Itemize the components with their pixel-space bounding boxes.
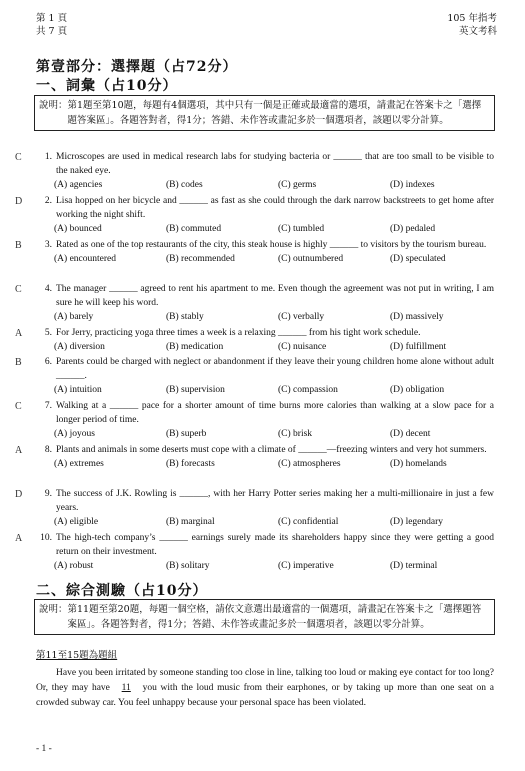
question-item xyxy=(36,194,494,236)
answer-option[interactable]: (B) solitary xyxy=(166,561,210,571)
question-number: 2. xyxy=(44,196,52,206)
section2-instructions xyxy=(34,599,495,635)
answer-option[interactable]: (B) codes xyxy=(166,180,203,190)
passage-part-a: Have you been irritated by someone standing too close in line, talking too loud or making eye contact for too long? Or, they may have xyxy=(36,668,494,693)
answer-option[interactable]: (D) fulfillment xyxy=(390,342,447,352)
question-stem: The high-tech company’s ______ earnings surely made its shareholders happy since they were getting a good return on their investment. xyxy=(56,533,494,557)
question-stem: The success of J.K. Rowling is ______, with her Harry Potter series making her a multi-millionaire in just a few years. xyxy=(56,489,494,513)
question-number: 1. xyxy=(44,152,52,162)
answer-option[interactable]: (C) confidential xyxy=(278,517,339,527)
group-heading: 第11至15題為題組 xyxy=(36,650,118,661)
answer-option[interactable]: (D) pedaled xyxy=(390,224,436,234)
question-stem: Walking at a ______ pace for a shorter amount of time burns more calories than walking at a slow pace for a longer period of time. xyxy=(56,401,494,425)
answer-option[interactable]: (D) massively xyxy=(390,312,444,322)
question-number: 7. xyxy=(44,401,52,411)
question-number: 6. xyxy=(44,357,52,367)
answer-option[interactable]: (D) terminal xyxy=(390,561,438,571)
question-number: 9. xyxy=(44,489,52,499)
answer-option[interactable]: (B) marginal xyxy=(166,517,215,527)
question-item xyxy=(36,355,494,397)
answer-option[interactable]: (A) joyous xyxy=(54,429,95,439)
handwritten-answer: D xyxy=(15,196,23,207)
passage-part-b: you with the loud music from their earphones, or by taking up more than one seat on a crowded subway car. You feel unhappy because your personal space has been violated. xyxy=(36,683,495,708)
section1-instructions xyxy=(34,95,495,131)
answer-option[interactable]: (D) decent xyxy=(390,429,431,439)
question-stem: For Jerry, practicing yoga three times a week is a relaxing ______ from his tight work schedule. xyxy=(56,328,421,338)
question-item xyxy=(36,326,494,354)
note-text: 第11題至第20題，每題一個空格，請依文意選出最適當的一個選項，請畫記在答案卡之「選擇題答案區」。各題答對者，得1分；答錯、未作答或畫記多於一個選項者，該題以零分計算。 xyxy=(67,604,482,630)
answer-option[interactable]: (C) brisk xyxy=(278,429,313,439)
answer-option[interactable]: (A) intuition xyxy=(54,385,102,395)
answer-option[interactable]: (B) supervision xyxy=(166,385,225,395)
question-stem: Parents could be charged with neglect or abandonment if they leave their young children home alone without adult ______. xyxy=(56,357,494,381)
answer-option[interactable]: (A) robust xyxy=(54,561,94,571)
question-number: 10. xyxy=(40,533,52,543)
handwritten-answer: C xyxy=(15,284,22,295)
note-text: 第1題至第10題，每題有4個選項，其中只有一個是正確或最適當的選項，請畫記在答案卡之「選擇題答案區」。各題答對者，得1分；答錯、未作答或畫記多於一個選項者，該題以零分計算。 xyxy=(67,100,482,126)
question-number: 5. xyxy=(44,328,52,338)
answer-option[interactable]: (A) barely xyxy=(54,312,94,322)
subject-name: 英文考科 xyxy=(458,26,497,37)
answer-option[interactable]: (A) encountered xyxy=(54,254,116,264)
section1-title: 一、詞彙（占10分） xyxy=(36,78,178,94)
handwritten-answer: A xyxy=(15,533,23,544)
answer-option[interactable]: (C) compassion xyxy=(278,385,338,395)
question-item xyxy=(36,531,494,573)
answer-option[interactable]: (D) homelands xyxy=(390,459,447,469)
answer-option[interactable]: (A) agencies xyxy=(54,180,103,190)
question-number: 3. xyxy=(44,240,52,250)
note-label: 說明： xyxy=(39,604,68,615)
answer-option[interactable]: (C) germs xyxy=(278,180,317,190)
note-label: 說明： xyxy=(39,100,68,111)
question-number: 4. xyxy=(44,284,52,294)
page-number: 第 1 頁 xyxy=(36,13,68,24)
answer-option[interactable]: (D) obligation xyxy=(390,385,445,395)
answer-option[interactable]: (A) extremes xyxy=(54,459,104,469)
answer-option[interactable]: (B) superb xyxy=(166,429,207,439)
blank-11: 11 xyxy=(121,683,131,693)
answer-option[interactable]: (B) recommended xyxy=(166,254,235,264)
answer-option[interactable]: (D) indexes xyxy=(390,180,435,190)
answer-option[interactable]: (C) tumbled xyxy=(278,224,325,234)
answer-option[interactable]: (B) commuted xyxy=(166,224,222,234)
question-item xyxy=(36,282,494,324)
total-pages: 共 7 頁 xyxy=(36,26,68,37)
answer-option[interactable]: (C) nuisance xyxy=(278,342,327,352)
question-item xyxy=(36,150,494,192)
answer-option[interactable]: (D) legendary xyxy=(390,517,444,527)
question-number: 8. xyxy=(44,445,52,455)
handwritten-answer: B xyxy=(15,357,22,368)
answer-option[interactable]: (C) atmospheres xyxy=(278,459,341,469)
answer-option[interactable]: (D) speculated xyxy=(390,254,446,264)
part-title: 第壹部分：選擇題（占72分） xyxy=(36,59,238,75)
answer-option[interactable]: (B) stably xyxy=(166,312,204,322)
question-stem: Rated as one of the top restaurants of the city, this steak house is highly ______ to visitors by the tourism bureau. xyxy=(56,240,487,250)
answer-option[interactable]: (A) bounced xyxy=(54,224,102,234)
answer-option[interactable]: (B) medication xyxy=(166,342,224,352)
question-stem: Lisa hopped on her bicycle and ______ as fast as she could through the dark narrow backstreets to get home after working the night shift. xyxy=(56,196,494,220)
exam-info xyxy=(447,12,497,38)
answer-option[interactable]: (C) outnumbered xyxy=(278,254,344,264)
question-stem: Microscopes are used in medical research labs for studying bacteria or ______ that are too small to be visible to the naked eye. xyxy=(56,152,494,176)
question-item xyxy=(36,399,494,441)
exam-name: 105 年指考 xyxy=(447,13,497,24)
handwritten-answer: C xyxy=(15,401,22,412)
answer-option[interactable]: (C) imperative xyxy=(278,561,334,571)
passage xyxy=(36,666,494,711)
page-footer: - 1 - xyxy=(36,744,52,754)
answer-option[interactable]: (A) diversion xyxy=(54,342,105,352)
question-item xyxy=(36,443,494,471)
section2-title: 二、綜合測驗（占10分） xyxy=(36,583,208,599)
question-stem: Plants and animals in some deserts must cope with a climate of ______—freezing winters and very hot summers. xyxy=(56,445,487,455)
handwritten-answer: A xyxy=(15,445,23,456)
answer-option[interactable]: (C) verbally xyxy=(278,312,325,322)
question-stem: The manager ______ agreed to rent his apartment to me. Even though the agreement was not put in writing, I am sure he will keep his word. xyxy=(56,284,494,308)
handwritten-answer: B xyxy=(15,240,22,251)
handwritten-answer: A xyxy=(15,328,23,339)
handwritten-answer: C xyxy=(15,152,22,163)
answer-option[interactable]: (B) forecasts xyxy=(166,459,215,469)
answer-option[interactable]: (A) eligible xyxy=(54,517,99,527)
handwritten-answer: D xyxy=(15,489,23,500)
question-item xyxy=(36,487,494,529)
page-info xyxy=(36,12,67,38)
question-item xyxy=(36,238,494,266)
